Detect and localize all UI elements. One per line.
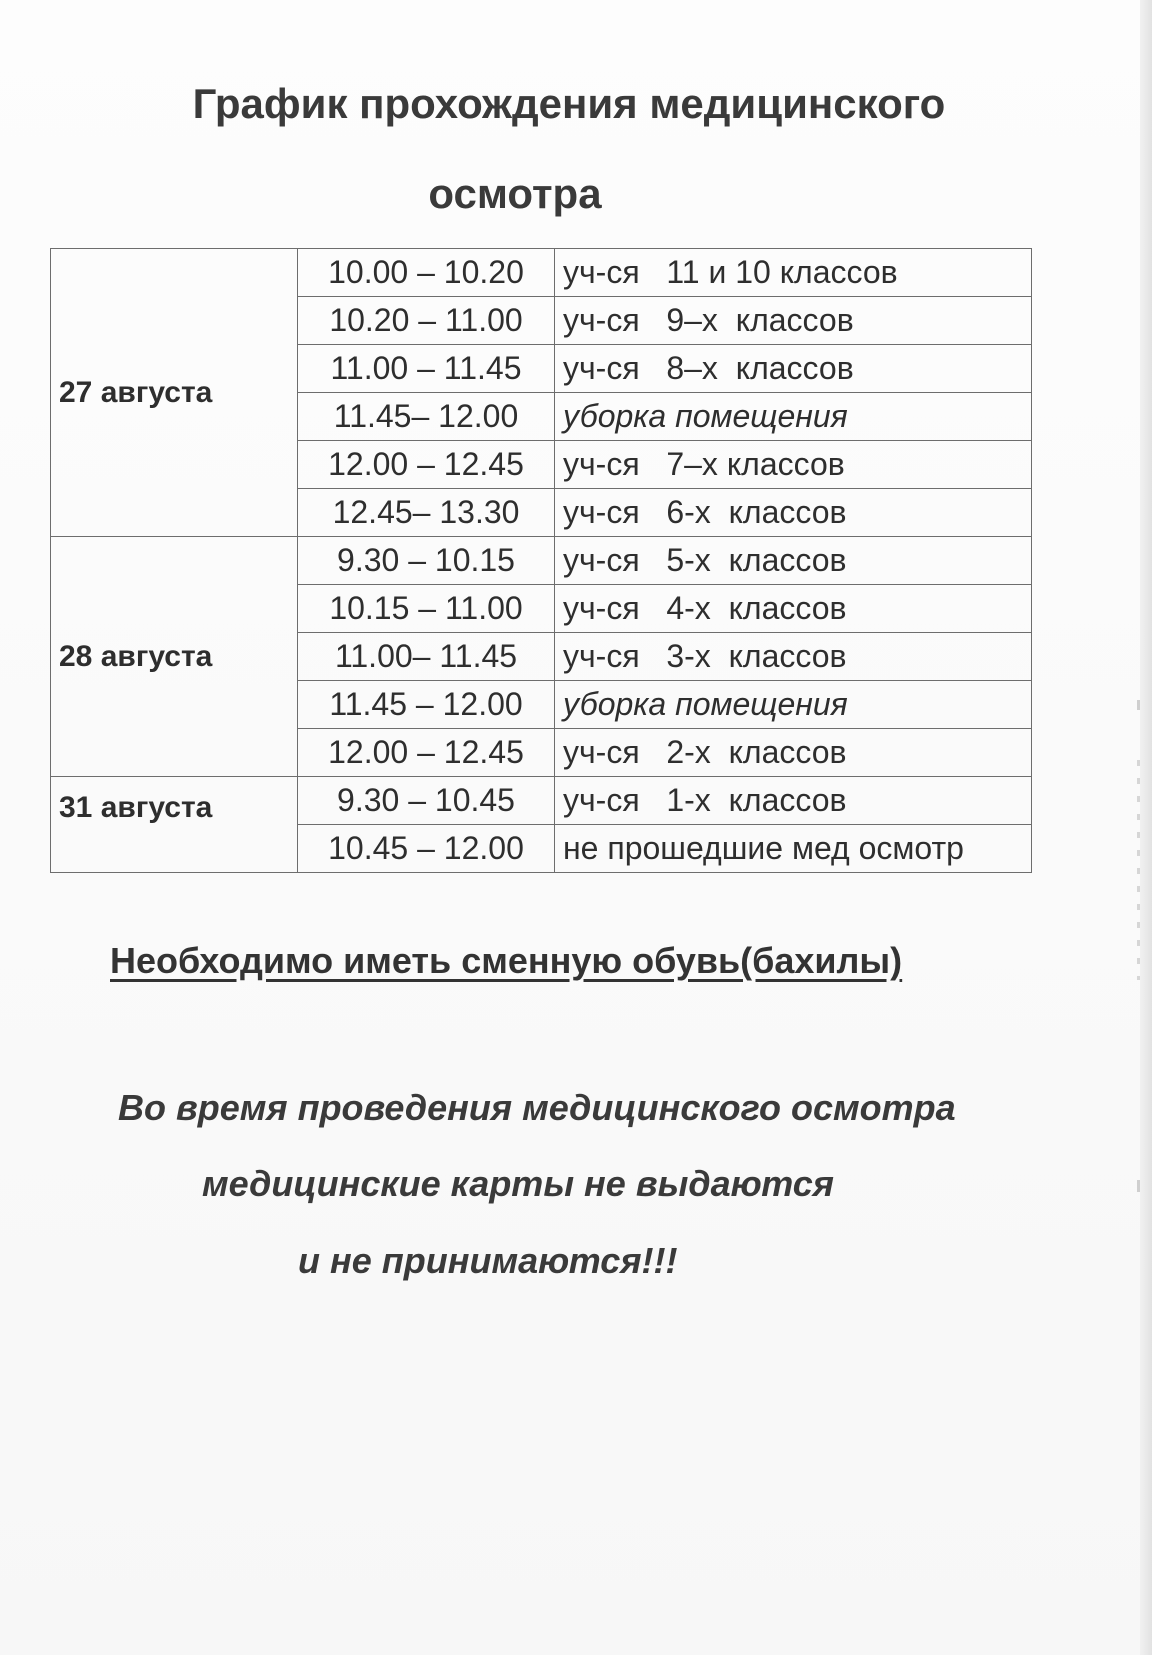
schedule-description: уч-ся 8–х классов — [555, 345, 1032, 393]
schedule-description: уборка помещения — [555, 393, 1032, 441]
schedule-time: 12.00 – 12.45 — [298, 441, 555, 489]
schedule-time: 11.45 – 12.00 — [298, 681, 555, 729]
warning-line-2: медицинские карты не выдаются — [202, 1163, 835, 1204]
schedule-row — [51, 537, 1032, 585]
schedule-time: 10.45 – 12.00 — [298, 825, 555, 873]
paper-mark — [1137, 700, 1140, 710]
schedule-time: 11.00– 11.45 — [298, 633, 555, 681]
schedule-time: 9.30 – 10.45 — [298, 777, 555, 825]
schedule-date: 31 августа — [51, 777, 298, 873]
schedule-description: уч-ся 4-х классов — [555, 585, 1032, 633]
schedule-row — [51, 249, 1032, 297]
schedule-time: 10.00 – 10.20 — [298, 249, 555, 297]
schedule-time: 11.00 – 11.45 — [298, 345, 555, 393]
schedule-time: 11.45– 12.00 — [298, 393, 555, 441]
schedule-description: уч-ся 1-х классов — [555, 777, 1032, 825]
page-title-line-1: График прохождения медицинского — [192, 80, 946, 127]
schedule-row — [51, 777, 1032, 825]
schedule-time: 9.30 – 10.15 — [298, 537, 555, 585]
schedule-description: уч-ся 6-х классов — [555, 489, 1032, 537]
schedule-body — [51, 249, 1032, 873]
paper-mark — [1137, 760, 1140, 980]
page-title-line-2: осмотра — [428, 170, 602, 217]
schedule-description: уборка помещения — [555, 681, 1032, 729]
schedule-description: не прошедшие мед осмотр — [555, 825, 1032, 873]
warning-line-1: Во время проведения медицинского осмотра — [118, 1087, 956, 1128]
schedule-description: уч-ся 7–х классов — [555, 441, 1032, 489]
schedule-time: 12.45– 13.30 — [298, 489, 555, 537]
schedule-description: уч-ся 9–х классов — [555, 297, 1032, 345]
schedule-description: уч-ся 11 и 10 классов — [555, 249, 1032, 297]
warning-line-3: и не принимаются!!! — [298, 1240, 678, 1281]
notice-replacement-shoes: Необходимо иметь сменную обувь(бахилы) — [110, 940, 903, 981]
schedule-time: 10.20 – 11.00 — [298, 297, 555, 345]
schedule-date: 27 августа — [51, 249, 298, 537]
schedule-time: 10.15 – 11.00 — [298, 585, 555, 633]
paper-mark — [1137, 1180, 1140, 1192]
schedule-time: 12.00 – 12.45 — [298, 729, 555, 777]
paper-edge — [1140, 0, 1152, 1655]
schedule-description: уч-ся 3-х классов — [555, 633, 1032, 681]
schedule-table — [50, 248, 1032, 873]
schedule-description: уч-ся 5-х классов — [555, 537, 1032, 585]
schedule-date: 28 августа — [51, 537, 298, 777]
schedule-description: уч-ся 2-х классов — [555, 729, 1032, 777]
